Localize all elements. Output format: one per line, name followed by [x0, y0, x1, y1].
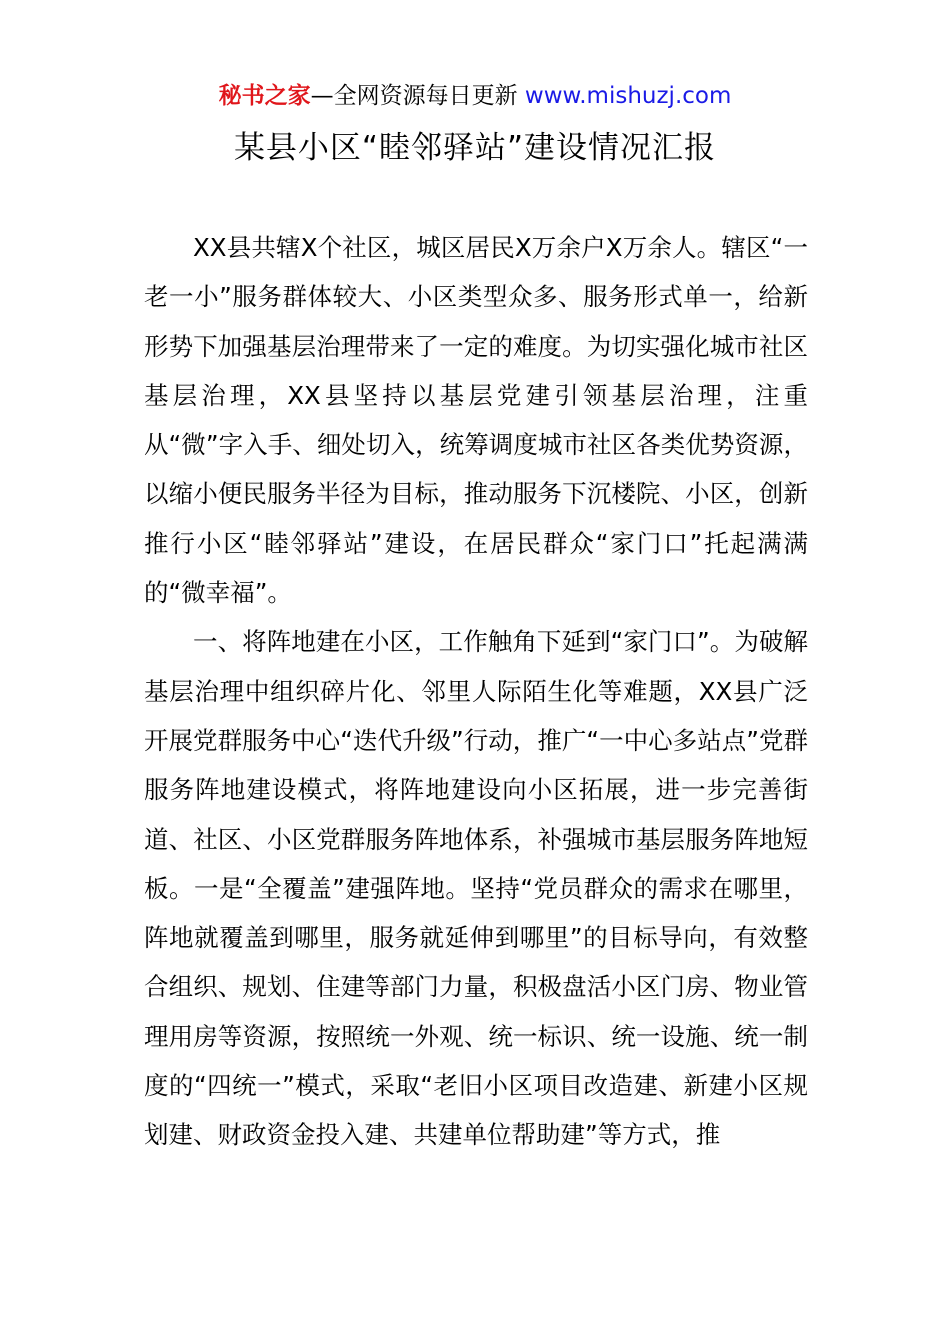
paragraph-intro: XX县共辖X个社区，城区居民X万余户X万余人。辖区“一老一小”服务群体较大、小区类型众多、服务形式单一，给新形势下加强基层治理带来了一定的难度。为切实强化城市社区基层治理，XX县坚持以基层党建引领基层治理，注重从“微”字入手、细处切入，统筹调度城市社区各类优势资源，以缩小便民服务半径为目标，推动服务下沉楼院、小区，创新推行小区“睦邻驿站”建设，在居民群众“家门口”托起满满的“微幸福”。 — [144, 233, 808, 608]
document-title: 某县小区“睦邻驿站”建设情况汇报 — [233, 130, 717, 166]
site-header — [0, 80, 950, 112]
site-url-link[interactable]: www.mishuzj.com — [524, 83, 732, 109]
brand-name: 秘书之家 — [218, 83, 311, 109]
document-body — [144, 223, 808, 1160]
paragraph-section-1: 一、将阵地建在小区，工作触角下延到“家门口”。为破解基层治理中组织碎片化、邻里人际陌生化等难题，XX县广泛开展党群服务中心“迭代升级”行动，推广“一中心多站点”党群服务阵地建设模式，将阵地建设向小区拓展，进一步完善街道、社区、小区党群服务阵地体系，补强城市基层服务阵地短板。一是“全覆盖”建强阵地。坚持“党员群众的需求在哪里，阵地就覆盖到哪里，服务就延伸到哪里”的目标导向，有效整合组织、规划、住建等部门力量，积极盘活小区门房、物业管理用房等资源，按照统一外观、统一标识、统一设施、统一制度的“四统一”模式，采取“老旧小区项目改造建、新建小区规划建、财政资金投入建、共建单位帮助建”等方式，推 — [144, 627, 808, 1150]
header-tagline: —全网资源每日更新 — [310, 83, 518, 109]
